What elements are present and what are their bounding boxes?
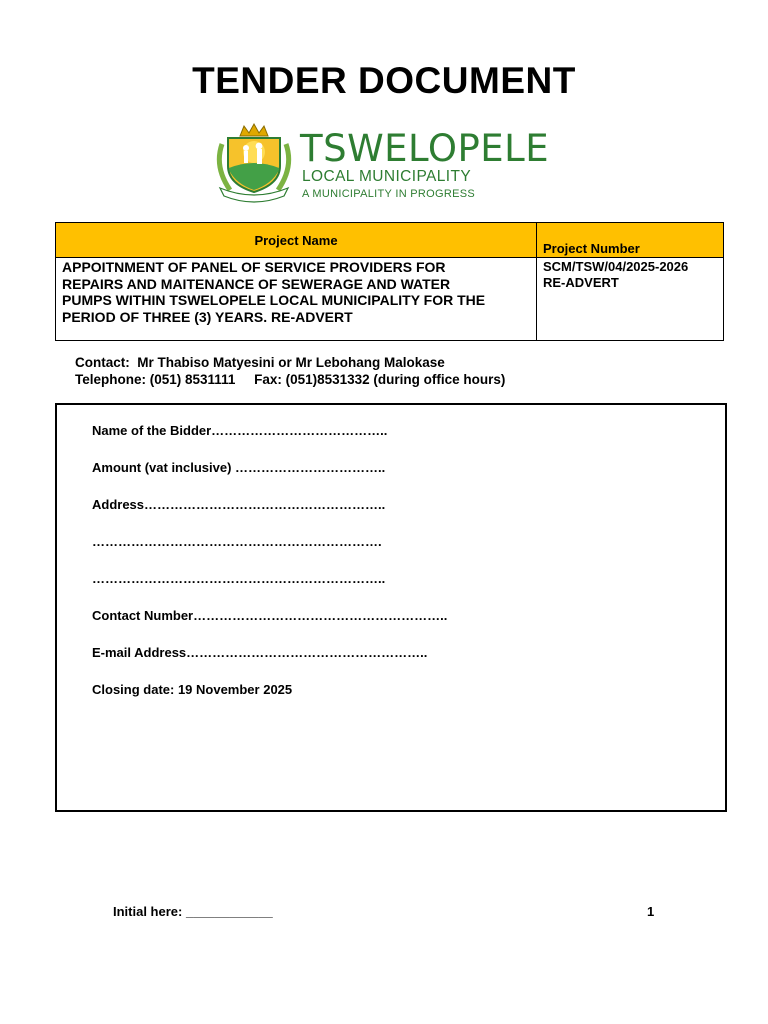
document-title: TENDER DOCUMENT [192, 60, 576, 101]
municipality-logo [212, 122, 592, 204]
project-table-row [56, 258, 724, 341]
coat-of-arms-icon [212, 122, 296, 204]
project-table [55, 222, 724, 341]
address-line-3: ………………………………………………………….. [92, 571, 386, 586]
project-name-line: PERIOD OF THREE (3) YEARS. RE-ADVERT [62, 308, 353, 325]
project-table-header [56, 223, 724, 258]
project-number-line: SCM/TSW/04/2025-2026 [543, 259, 689, 274]
amount-field: Amount (vat inclusive) …………………………….. [92, 460, 386, 475]
bidder-name-field: Name of the Bidder………………………………….. [92, 423, 388, 438]
closing-date: Closing date: 19 November 2025 [92, 682, 293, 697]
address-line-2: …………………………………………………………. [92, 534, 382, 549]
logo-tagline: A MUNICIPALITY IN PROGRESS [302, 188, 476, 200]
logo-name: TSWELOPELE [300, 127, 550, 170]
project-number-line: RE-ADVERT [543, 274, 619, 290]
bidder-details-box [55, 403, 727, 812]
project-name-line: PUMPS WITHIN TSWELOPELE LOCAL MUNICIPALITY FOR THE [62, 292, 486, 308]
project-name-line: APPOITNMENT OF PANEL OF SERVICE PROVIDERS FOR [62, 259, 446, 275]
project-name-line: REPAIRS AND MAITENANCE OF SEWERAGE AND WATER [62, 275, 451, 292]
contact-persons: Contact: Mr Thabiso Matyesini or Mr Lebohang Malokase [75, 355, 445, 370]
project-number-cell [537, 258, 724, 341]
contact-info [75, 354, 505, 388]
page-number: 1 [647, 904, 655, 919]
project-number-header: Project Number [537, 223, 724, 258]
contact-phone-fax: Telephone: (051) 8531111 Fax: (051)8531332 (during office hours) [75, 372, 506, 387]
logo-subtitle: LOCAL MUNICIPALITY [302, 168, 472, 185]
initial-here: Initial here: ____________ [113, 904, 273, 919]
email-field: E-mail Address……………………………………………….. [92, 645, 428, 660]
contact-number-field: Contact Number………………………………………………….. [92, 608, 448, 623]
project-name-cell [56, 258, 537, 341]
address-field: Address……………………………………………….. [92, 497, 386, 512]
project-name-header: Project Name [56, 223, 537, 258]
